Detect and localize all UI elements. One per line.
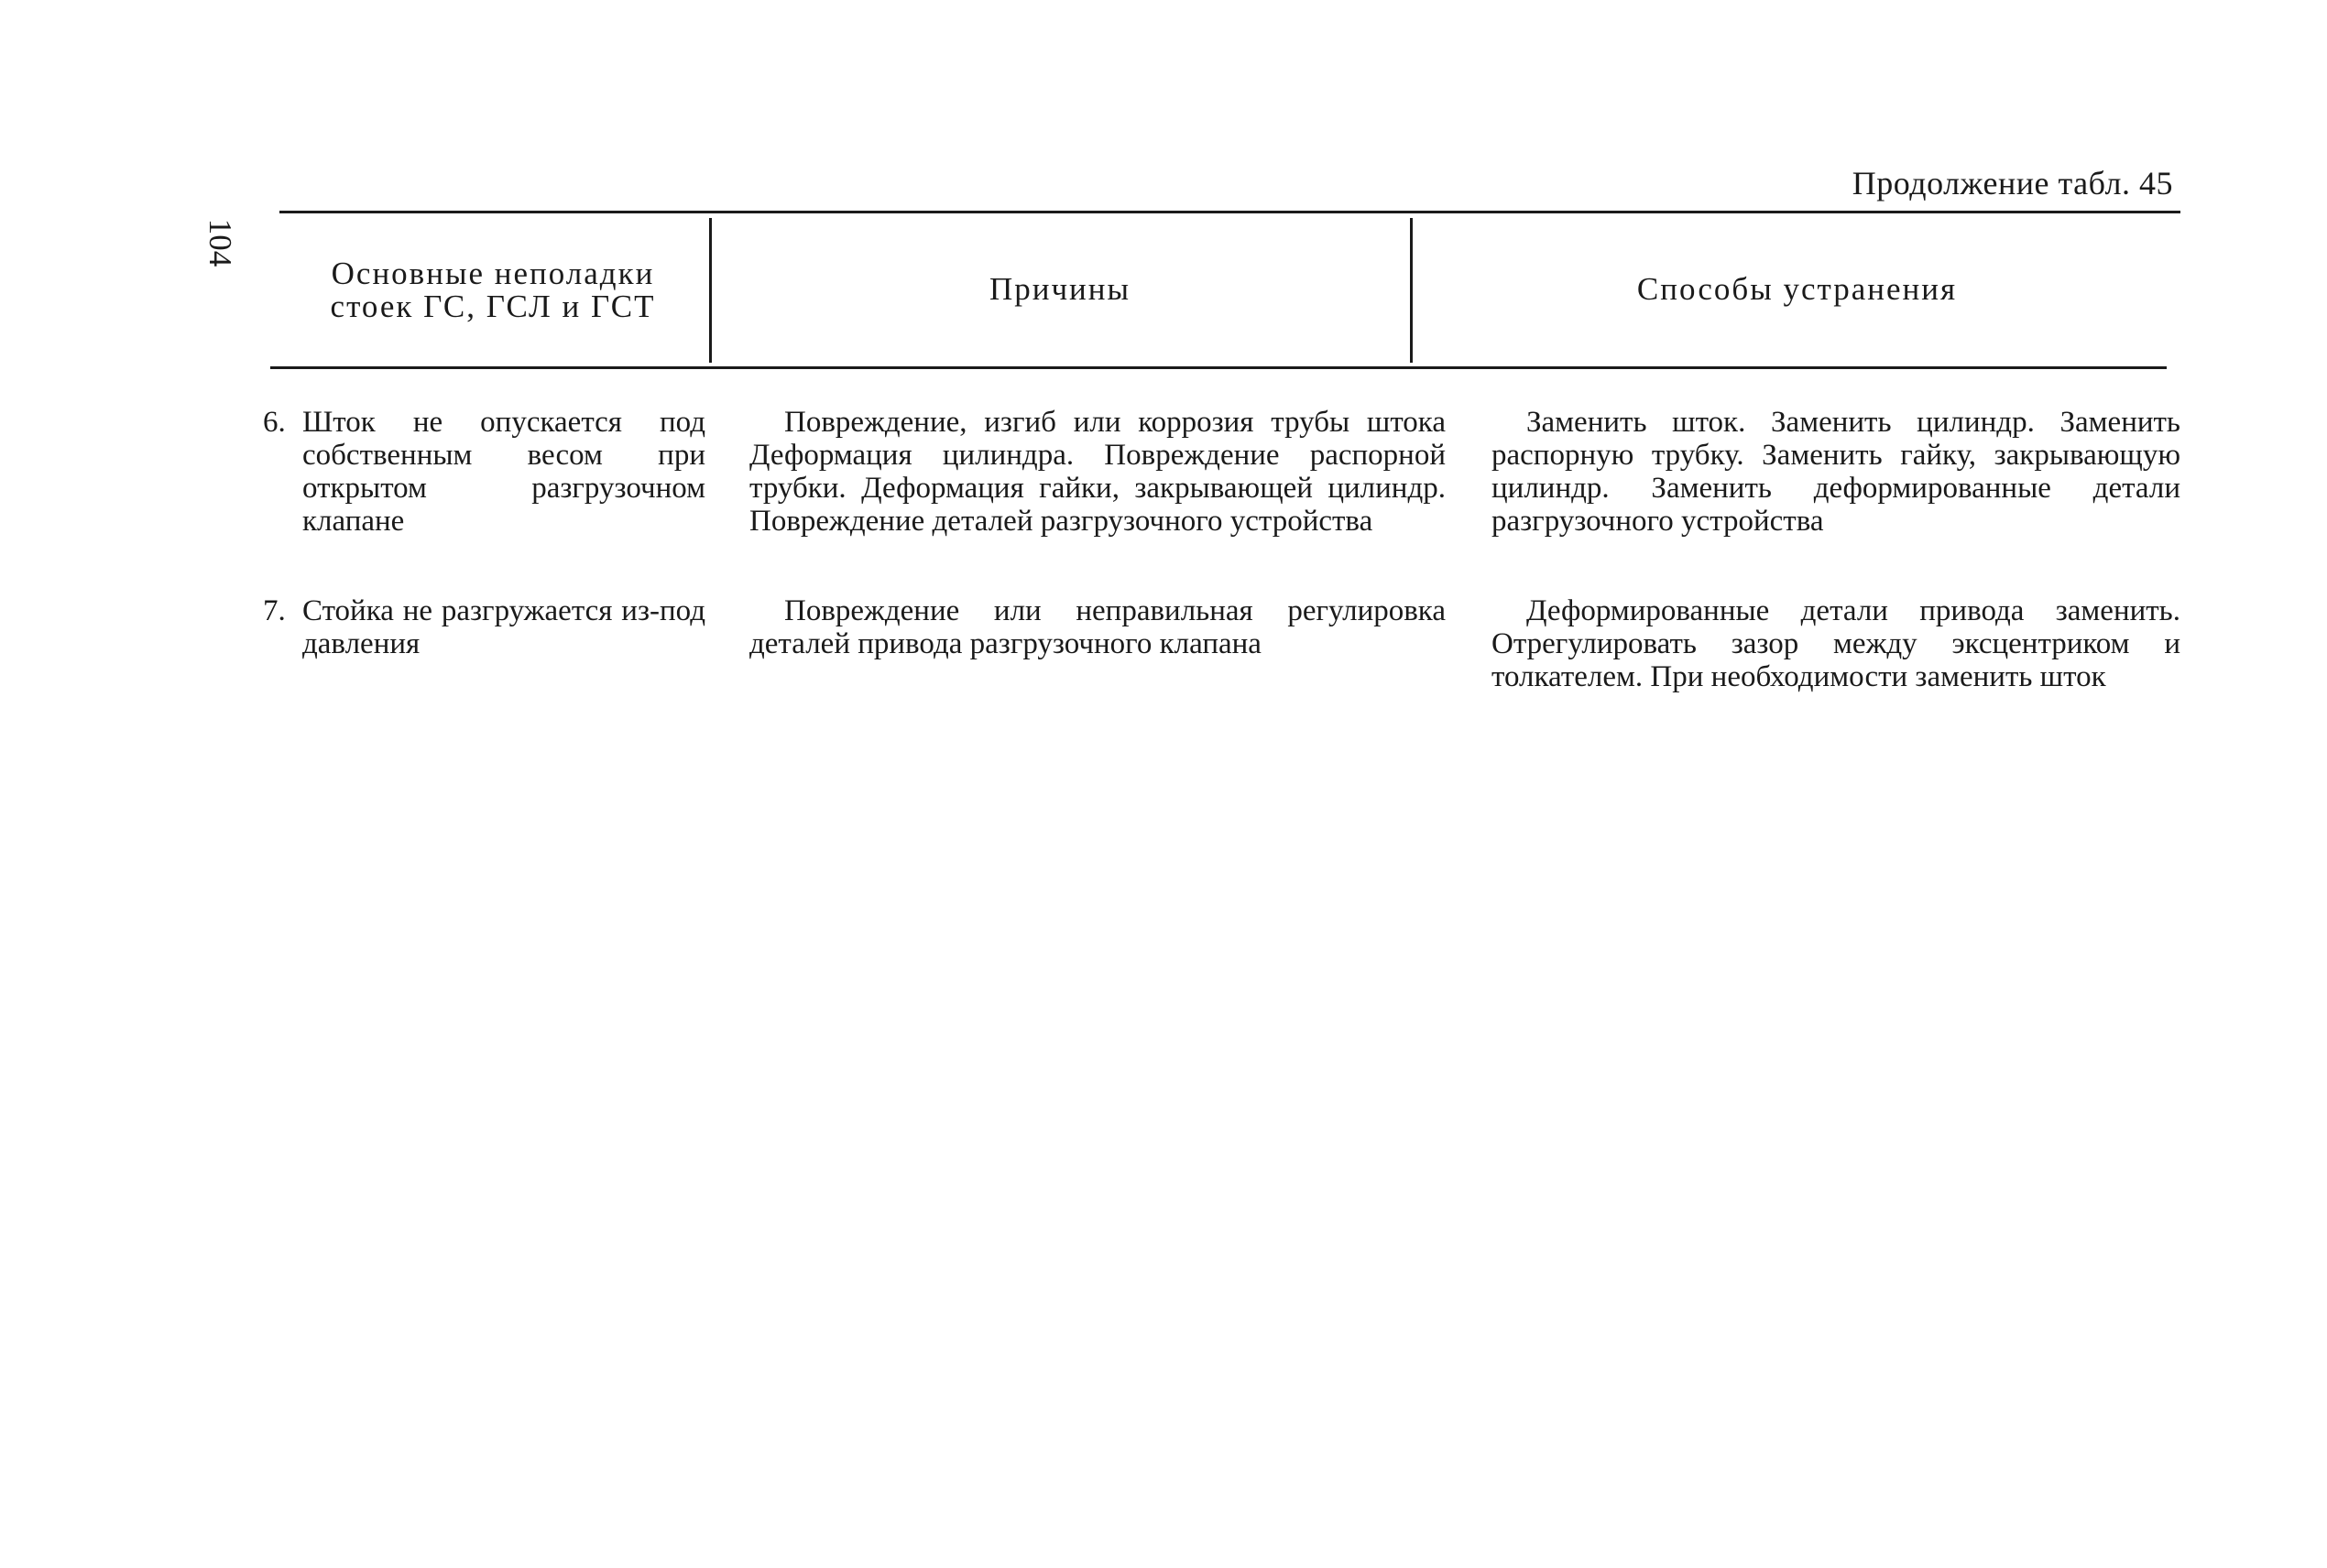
header-remedies [1414, 216, 2180, 363]
row-cause: Повреждение, изгиб или коррозия трубы штока Деформация цилиндра. Повреждение распорной трубки. Деформация гайки, закрывающей цилиндр. Повреждение деталей разгрузочного устройства [749, 406, 1446, 538]
table-row [263, 594, 2187, 732]
header-bottom-rule [270, 366, 2167, 369]
row-number: 7. [263, 594, 286, 627]
header-divider-2 [1410, 218, 1413, 363]
header-faults-line2: стоек ГС, ГСЛ и ГСТ [330, 289, 656, 324]
page-number: 104 [202, 218, 238, 267]
table-row [263, 406, 2187, 571]
row-fault: Стойка не разгружается из-под давления [302, 594, 705, 660]
row-fault: Шток не опускается под собственным весом при открытом разгрузочном клапане [302, 406, 705, 538]
table-continuation-caption: Продолжение табл. 45 [1852, 165, 2173, 201]
header-top-rule [279, 211, 2180, 213]
row-remedy: Деформированные детали привода заменить. Отрегулировать зазор между эксцентриком и толкателем. При необходимости заменить шток [1491, 594, 2180, 693]
header-faults [279, 216, 706, 365]
header-causes-label: Причины [989, 271, 1131, 307]
header-divider-1 [709, 218, 712, 363]
header-faults-line1: Основные неполадки [331, 256, 655, 291]
row-remedy: Заменить шток. Заменить цилиндр. Заменить распорную трубку. Заменить гайку, закрывающую цилиндр. Заменить деформированные детали разгрузочного устройства [1491, 406, 2180, 538]
row-cause: Повреждение или неправильная регулировка деталей привода разгрузочного клапана [749, 594, 1446, 660]
header-remedies-label: Способы устранения [1636, 271, 1958, 307]
header-causes [713, 216, 1407, 363]
row-number: 6. [263, 406, 286, 439]
